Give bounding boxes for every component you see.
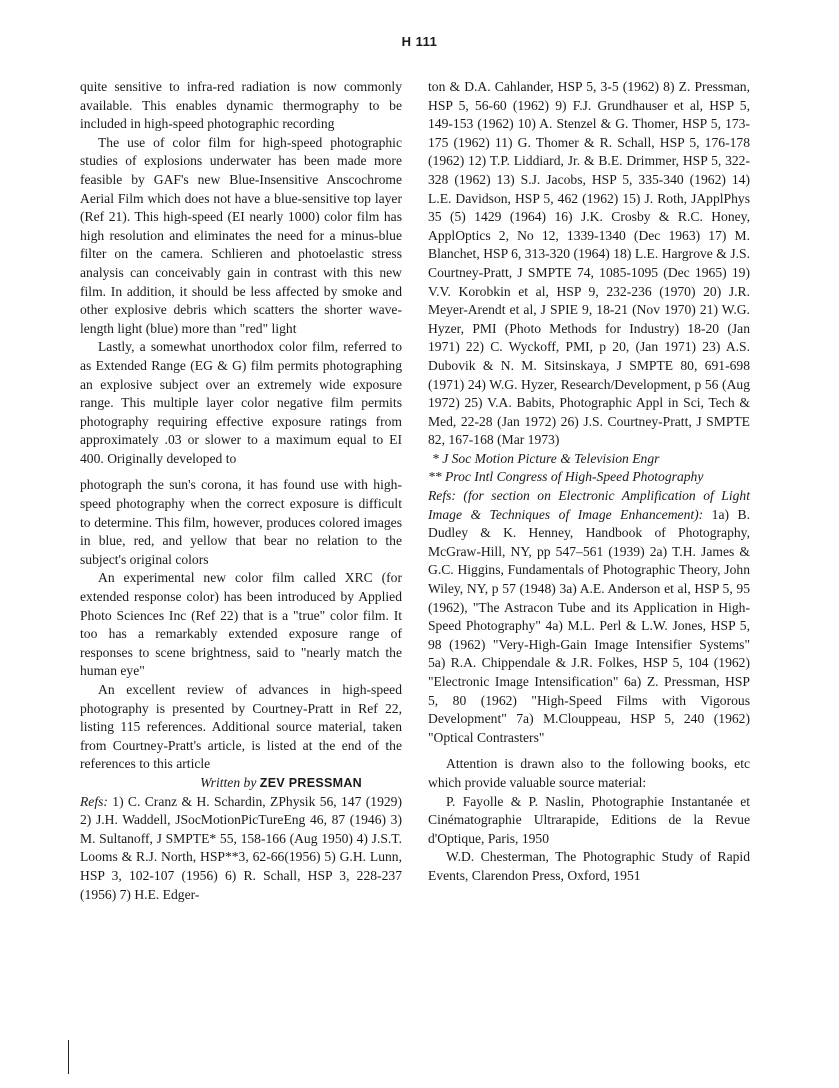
margin-line [68,1040,69,1074]
paragraph-sun-corona: photograph the sun's corona, it has found use with high-speed photography when the correct exposure is difficult to determine. This film, however, produces colored images in blue, red, and yellow that bear no relation to the subject's original colors [80,477,402,567]
paragraph-xrc: An experimental new color film called XRC (for extended response color) has been introduced by Applied Photo Sciences Inc (Ref 22) that is a "true" color film. It too has a remarkably extended exposure range of responses to scene brightness, said to "nearly match the human eye" [80,570,402,679]
paragraph-review: An excellent review of advances in high-speed photography is presented by Courtney-Pratt in Ref 22, listing 115 references. Additional source material, taken from Courtney-Pratt's article, is listed at the end of the references to this article [80,682,402,772]
references-list [80,793,402,905]
footnote-smpte: * J Soc Motion Picture & Television Engr [432,450,660,466]
paragraph-extended-range: Lastly, a somewhat unorthodox color film, referred to as Extended Range (EG & G) film permits photographing an explosive subject over an extremely wide exposure range. This multiple layer color negative film permits photography requiring effective exposure ratings from approximately .03 or slower to a maximum equal to EI 400. Originally developed to [80,339,402,466]
right-column [428,78,750,886]
footnote-hsp: ** Proc Intl Congress of High-Speed Photography [428,469,704,485]
references-electronic [428,487,750,747]
references-continued: ton & D.A. Cahlander, HSP 5, 3-5 (1962) 8) Z. Pressman, HSP 5, 56-60 (1962) 9) F.J. Grundhauser et al, HSP 5, 149-153 (1962) 10) A. Stenzel & G. Thomer, HSP 5, 173-175 (1962) 11) G. Thomer & R. Schall, HSP 5, 176-178 (1962) 12) T.P. Liddiard, Jr. & B.E. Drimmer, HSP 5, 322-328 (1962) 13) S.J. Jacobs, HSP 5, 335-340 (1962) 14) L.E. Davidson, HSP 5, 462 (1962) 15) J. Roth, JApplPhys 35 (5) 1429 (1964) 16) J.K. Crosby & R.C. Honey, ApplOptics 2, No 12, 1339-1340 (Dec 1963) 17) M. Blanchet, HSP 6, 313-320 (1964) 18) L.E. Hargrove & J.S. Courtney-Pratt, J SMPTE 74, 1085-1095 (Dec 1965) 19) V.V. Korobkin et al, HSP 9, 232-236 (1970) 20) J.R. Meyer-Arendt et al, J SPIE 9, 18-21 (Nov 1970) 21) W.G. Hyzer, PMI (Photo Methods for Industry) 18-20 (Jan 1971) 22) C. Wyckoff, PMI, p 20, (Jan 1971) 23) A.S. Dubovik & N. M. Sitsinskaya, J SMPTE 80, 691-698 (1971) 24) W.G. Hyzer, Research/Development, p 56 (Aug 1972) 25) V.A. Babits, Photographic Appl in Sci, Tech & Med, 22-28 (Jan 1972) 26) J.S. Courtney-Pratt, J SMPTE 82, 167-168 (Mar 1973) [428,79,750,448]
book-fayolle: P. Fayolle & P. Naslin, Photographie Instantanée et Cinématographie Ultrarapide, Editions de la Revue d'Optique, Paris, 1950 [428,793,750,846]
paragraph-color-film: The use of color film for high-speed photographic studies of explosions underwater has been made more feasible by GAF's new Blue-Insensitive Anscochrome Aerial Film which does not have a blue-sensitive top layer (Ref 21). This high-speed (EI nearly 1000) color film has high resolution and eliminates the need for a minus-blue filter on the camera. Schlieren and photoelastic stress analysis can conceivably gain in contrast with this new film. In addition, it should be less affected by smoke and other explosive debris which scatters the shorter wave-length light (blue) more than "red" light [80,134,402,336]
byline-prefix: Written by [200,774,257,790]
paragraph-attention: Attention is drawn also to the following books, etc which provide valuable source material: [428,756,750,790]
byline-author: ZEV PRESSMAN [259,775,362,790]
left-column [80,78,402,904]
refs-label: Refs: [80,793,108,809]
byline [80,774,402,793]
book-chesterman: W.D. Chesterman, The Photographic Study of Rapid Events, Clarendon Press, Oxford, 1951 [428,849,750,883]
refs2-label: Refs: (for section on Electronic Amplification of Light Image & Techniques of Image Enhancement): [428,488,750,522]
page-number: H 111 [401,34,438,49]
refs-text: 1) C. Cranz & H. Schardin, ZPhysik 56, 147 (1929) 2) J.H. Waddell, JSocMotionPicTureEng 46, 87 (1946) 3) M. Sultanoff, J SMPTE* 55, 158-166 (Aug 1950) 4) J.S.T. Looms & R.J. North, HSP**3, 62-66(1956) 5) G.H. Lunn, HSP 3, 102-107 (1956) 6) R. Schall, HSP 3, 228-237 (1956) 7) H.E. Edger- [80,793,402,902]
refs2-text: 1a) B. Dudley & K. Henney, Handbook of Photography, McGraw-Hill, NY, pp 547–561 (1939) 2a) T.H. James & G.C. Higgins, Fundamentals of Photographic Theory, John Wiley, NY, p 57 (1948) 3a) A.E. Anderson et al, HSP 5, 95 (1962), "The Astracon Tube and its Application in High-Speed Photography" 4a) M.L. Perl & L.W. Jones, HSP 5, 98 (1962) "Very-High-Gain Image Intensifier Systems" 5a) R.A. Chippendale & J.R. Folkes, HSP 5, 104 (1962) "Electronic Image Intensification" 6a) Z. Pressman, HSP 5, 80 (1962) "High-Speed Films with Vigorous Development" 7a) M.Clouppeau, HSP 5, 240 (1962) "Optical Contrasters" [428,506,750,745]
paragraph-infrared: quite sensitive to infra-red radiation is now commonly available. This enables dynamic thermography to be included in high-speed photographic recording [80,79,402,132]
